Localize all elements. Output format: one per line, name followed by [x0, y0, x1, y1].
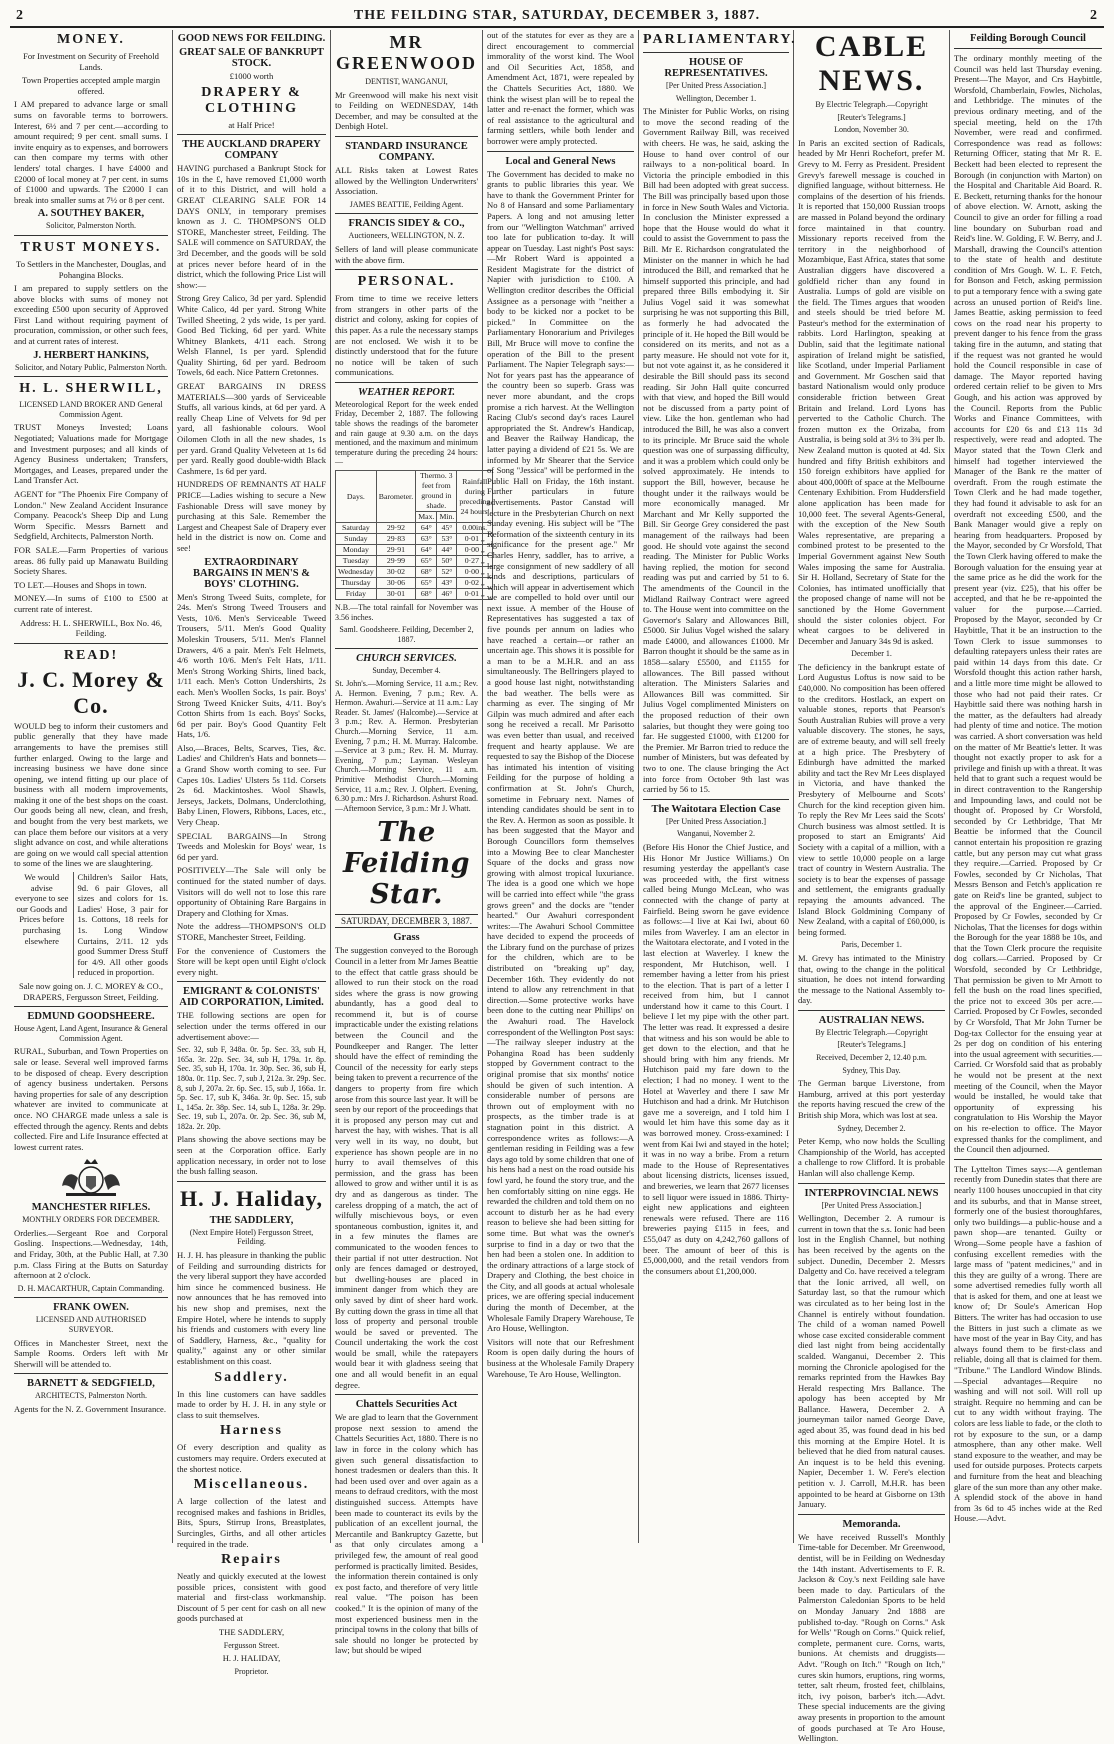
hankins-name: J. HERBERT HANKINS, — [33, 349, 149, 361]
cell-min: 52° — [437, 567, 457, 578]
memoranda-heading: Memoranda. — [842, 1518, 901, 1530]
misc-heading: Miscellaneous. — [193, 1477, 310, 1493]
paris-body: M. Grevy has intimated to the Ministry that, owing to the change in the political situation, he does not intend forwarding the message to the National Assembly to-day. — [798, 952, 945, 1006]
weather-col-rainfall: Rainfall during preceding 24 hours' — [457, 471, 493, 523]
baker-title: Solicitor, Palmerston North. — [46, 221, 136, 231]
divider — [335, 269, 478, 270]
cable-dateline: London, November 30. — [834, 125, 909, 135]
sydney-dateline-1: Sydney, This Day. — [842, 1065, 901, 1075]
chattels-heading: Chattels Securities Act — [355, 1399, 458, 1411]
weather-heading: WEATHER REPORT. — [357, 386, 456, 398]
masthead — [10, 6, 1104, 28]
divider — [335, 382, 478, 383]
greenwood-heading: MR GREENWOOD — [335, 32, 477, 73]
column-5 — [639, 30, 797, 1543]
column-7 — [950, 30, 1106, 1543]
auckland-body: HAVING purchased a Bankrupt Stock for 10s in the £, have removed £1,000 worth of it to this District, and will hold a GREAT CLEARING SALE FOR 14 DAYS ONLY, in temporary premises known as J. C. THOMPSON'S OLD STORE, Manchester street, Feilding. The SALE will commence on SATURDAY, the 3rd December, and the goods will be sold at prices never before heard of in the district, which the following Price List will show:— — [177, 163, 326, 290]
sherwill-money: MONEY.—In sums of £100 to £500 at current rate of interest. — [14, 593, 168, 614]
waitotara-assoc: [Per United Press Association.] — [666, 816, 766, 826]
saddlery-body: In this line customers can have saddles made to order by H. J. H. in any style or class to suit themselves. — [177, 1388, 326, 1420]
cell-max: 68° — [416, 567, 437, 578]
council-body: The ordinary monthly meeting of the Council was held last Thursday evening. Present—The Mayor, and Crs Haybittle, Worsfold, Chamberlain, Fowles, Nicholas, and Lethbridge. The minutes of the previous ordinary meeting, and of the special meeting, held on the 17th November, were read and confirmed. Correspondence was read as follows: Returning Officer, stating that Mr R. E. Beckett had been elected to represent the Borough (in conjunction with Marton) on the Hospital and Charitable Aid Board. R. E. Beckett, returning thanks for the honour of above election. W. Arnott, asking the Council to give an order for filling a road line boundary on Suburban road and Reid's line. W. Golding, F. W. Berry, and J. Marshall, drawing the Council's attention to the state of health and destitute condition of Mrs Gough. W. L. F. Fetch, for Bonson and Fetch, asking permission to put a temporary fence with a swing gate across an unused portion of Reid's line. James Beattie, asking permission to feed cows on the road near his property to prevent danger to his fence from the grass taking fire in the autumn, and stating that if the request was not granted he would hold the Council responsible in case of damage. The Mayor reported having ordered certain relief to be given to Mrs Gough, and his action was approved by the Council. Reports from the Public Works and Finance Committees, with accounts for £20 6s and £13 11s 3d respectively, were read and adopted. The Mayor stated that the Town Clerk and himself had together interviewed the Manager of the Bank re the matter of overdraft. From the rough estimate the Town Clerk and he had made together, they had found it advisable to ask for an overdraft not exceeding £500, and the Bank Manager would give a reply on hearing from headquarters. Proposed by the Mayor, seconded by Cr Worsfold, That the Town Clerk having offered to make the Borough valuation for the ensuing year at the same price as he did the work for the present year (viz. £25), that his offer be accepted, and that he be re-appointed the valuer for the purpose.—Carried. Proposed by the Mayor, seconded by Cr Haybittle, That it be an instruction to the Town Clerk to issue summonses to defaulting ratepayers unless their rates are paid within 14 days from this date. Cr Worsfold thought this action rather harsh, and a little more time might be allowed to those who had not paid their rates. Cr Haybittle said there was nothing harsh in the matter, as the defaulters had already had plenty of time and notice. The motion was carried. A short conversation was held on the matter of Mr Beattie's letter. It was thought not exactly proper to ask for a privilege and finish up with a threat. It was held that to grant such a request would be in direct contravention to the Rangership and Impounding laws, and could not be thought of. Proposed by Cr Worsfold, seconded by Cr Lethbridge, That Mr Beattie be informed that the Council cannot entertain his proposition re grazing cattle, but any person may cut what grass they require.—Carried. Proposed by Cr Fowles, seconded by Cr Nicholas, That Messrs Benson and Fetch's application re gate on Reid's line be granted, subject to the approval of the Engineer.—Carried. Proposed by Cr Fowles, seconded by Cr Nicholas, That the licenses for dogs within the Borough for the year 1888 be 10s, and that the Town Clerk procure the requisite dog collars.—Carried. Proposed by Cr Worsfold, seconded by Cr Lethbridge, That permission be given to Mr Arnott to fell the bush on the road lines specified, the price not to exceed 30s per acre.—Carried. Proposed by Cr Fowles, seconded by Cr Worsfold, That Mr John Turner be Dog-tax Collector for the ensuing year at 2s per dog on condition of his entering into the usual agreement with securities.—Carried. Cr Worsfold said that as probably he would not be present at the next meeting of the Council, when the Mayor would be installed, he would take that opportunity of expressing his congratulation to His Worship the Mayor on his re-election to office. The Mayor expressed thanks for the compliment, and the Council then adjourned. — [954, 53, 1102, 1155]
divider — [643, 799, 789, 800]
column-2 — [173, 30, 331, 1676]
morey-body: WOULD beg to inform their customers and public generally that they have made arrangements to have the premises still further enlarged. Owing to the large and increasing business we have done since opening, we intend fitting up our place of business with all modern improvements, making it one of the best shops on the coast. Our goods being all new, clean, and fresh, and bought from the very best markets, we can place them before our visitors at a very slight advance on cost, and while alterations are going on we would call special attention to some of the lines we are slaughtering. — [14, 720, 168, 869]
cell-day: Saturday — [336, 523, 377, 534]
greenwood-subtitle: DENTIST, WANGANUI, — [365, 77, 448, 86]
divider — [335, 648, 478, 649]
emigrant-heading: EMIGRANT & COLONISTS' AID CORPORATION, Limited. — [179, 986, 324, 1009]
waitotara-dateline: Wanganui, November 2. — [677, 829, 755, 839]
cell-day: Friday — [336, 589, 377, 600]
cell-barometer: 29·83 — [376, 534, 415, 545]
weather-col-min: Min. — [437, 512, 457, 523]
opening-hours: For the convenience of Customers the Store will be kept open until Eight o'clock every night. — [177, 945, 326, 977]
cell-max: 63° — [416, 534, 437, 545]
columns — [10, 30, 1106, 1744]
aus-body-2: Peter Kemp, who now holds the Sculling Championship of the World, has accepted a challenge to row Clifford. It is probable Hanlan will also challenge Kemp. — [798, 1136, 945, 1178]
address-note: Note the address—THOMPSON'S OLD STORE, Manchester Street, Feilding. — [177, 921, 326, 942]
divider — [643, 52, 789, 53]
sherwill-address: Address: H. L. SHERWILL, Box No. 46, Feilding. — [19, 617, 163, 639]
cell-rain: 0.00ins. — [457, 523, 493, 534]
trust-subtitle: To Settlers in the Manchester, Douglas, and Pohangina Blocks. — [16, 258, 166, 280]
baker-name: A. SOUTHEY BAKER, — [37, 208, 145, 220]
emigrant-body: THE following sections are open for selection under the terms offered in our advertisement above:— — [177, 1010, 326, 1042]
local-news-body: The Government has decided to make no grants to public libraries this year. We have to thank the Government Printer for No 8 of Hansard and some Parliamentary Papers. A long and not amusing letter from our "Wellington Watchman" arrived too late for publication to-day. It will appear on Tuesday. Last night's Post says:—Mr Robert Ward is appointed a Resident Magistrate for the district of Napier with jurisdiction to £100. A Wellington creditor describes the Official Assignee as a personage with "neither a body to be kicked nor a pocket to be picked." In Committee on the Parliamentary Honorarium and Privileges Bill, Mr Bruce will move to confine the operation of the Bill to the present Parliament. The Napier Telegraph says:—Not for years past has the appearance of the country been so superb. Grass was never more abundant, and the crops promise a rich harvest. At the Wellington Racing Club's second day's races Laurel appropriated the St. Andrew's Handicap, and Beaver the Railway Handicap, the latter paying a dividend of £21 5s. We are informed by Mr Shearer that the Service of Song "Jessica" will be performed in the Public Hall on Friday, the 16th instant. Further particulars in future advertisements. Pastor Canstad will lecture in the Presbyterian Church on next Sunday evening. His subject will be "The Reformation of the sixteenth century in its significance for the present age." Mr Charles Henry, saddler, has to arrive, a large consignment of new saddlery of all kinds and descriptions, particulars of which will appear in advertisement which we are compelled to hold over until our next issue. A member of the House of Representatives has suggested a tax of five pounds per annum on ladies who have reached a certain—or rather an uncertain age. This shows it is possible for a man to be a M.H.R. and an ass simultaneously. The Bellringers played to a good house last night, notwithstanding the bad weather. The bells were as charming as ever. The singing of Mr Gilpin was much admired and after each song he received a recall. Mr Parisotto was even better than usual, and received frequent and hearty applause. We are requested to say the Bishop of the Diocese has intimated his intention of visiting Feilding for the purpose of holding a confirmation at St. John's Church, sometime in February next. Names of intending candidates should be sent in to the Rev. A. Hermon as soon as possible. It has been suggested that the Mayor and Borough Councillors form themselves into a Mowing Bee to clear Manchester Square of the docks and grass now growing with almost tropical luxuriance. The idea is a good one which we hope will be carried into effect while "the grass grows green" and the docks are "tender hearted." Our Awahuri correspondent writes:—The Awahuri School Committee have decided to expend the proceeds of the Library fund on the purchase of prizes for the children, which are to be distributed on "breaking up" day, December 16th. They evidently do not intend to allow any retrenchment in that direction.—Some protective works have been done to the cutting near Phillips' on the Awahuri road. The Havelock correspondent of the Wellington Post says:—The railway sleeper industry at the Pohangina Road has been suddenly stopped by Government contract to the original promise that six months' notice should be given of such intention. A considerable number of persons are thrown out of employment with no prospects, as the timber trade is at stagnation point in this district. A correspondence writes as follows:—A gentleman residing in Feilding was a few days ago told by some children that one of his hens had a nest on the road outside his fowl yard, he found the story true, and the hen comfortably sitting on nine eggs. He rewarded the children and told them on no account to disturb her as he had every reason to believe she had been sitting for some time. But what was the owner's surprise to find in a day or two that the hen had been a stolen one. In addition to the ordinary attractions of a large stock of Drapery and Clothing, the best choice in the City, and all goods at actual wholesale prices, we are offering special inducement during the month of December, at the Wholesale Family Drapery Warehouse, Te Aro House, Wellington. — [487, 168, 634, 1334]
morey-signature: Sale now going on. J. C. MOREY & CO., DRAPERS, Fergusson Street, Feilding. — [18, 980, 164, 1002]
sydney-dateline-2: Sydney, December 2. — [837, 1123, 906, 1133]
divider — [14, 1297, 168, 1298]
cell-rain: 0·27 ,, — [457, 556, 493, 567]
cell-barometer: 29·99 — [376, 556, 415, 567]
haliday-saddlery: THE SADDLERY, — [209, 1214, 294, 1226]
weather-intro: Meteorological Report for the week ended Friday, December 2, 1887. The following table shows the readings of the barometer and rain gauge at 9.30 a.m. on the days mentioned, and the maximum and minimum temperature during the preceding 24 hours:— — [335, 399, 478, 467]
sherwill-tolet: TO LET.—Houses and Shops in town. — [14, 579, 147, 590]
cell-day: Thursday — [336, 578, 377, 589]
column-6 — [794, 30, 950, 1744]
divider — [14, 643, 168, 644]
cell-day: Monday — [336, 545, 377, 556]
divider — [335, 1394, 478, 1395]
divider — [798, 1183, 945, 1184]
haliday-body: H. J. H. has pleasure in thanking the public of Feilding and surrounding districts for the very liberal support they have accorded him since he commenced business. He now announces that he has removed into his new shop and premises, next the Empire Hotel, where he intends to supply his friends and customers with every line of Saddlery, Harness, &c., "quality for quality," against any or other similar establishment on this coast. — [177, 1250, 326, 1366]
repairs-heading: Repairs — [221, 1552, 282, 1568]
barnett-name: BARNETT & SEDGFIELD, — [27, 1378, 155, 1390]
table-row — [336, 523, 493, 534]
haliday-address: (Next Empire Hotel) Fergusson Street, Feilding. — [189, 1227, 314, 1247]
table-row — [336, 556, 493, 567]
divider — [177, 981, 326, 982]
rifles-body: Orderlies.—Sergeant Roe and Corporal Gosling. Inspections.—Wednesday, 14th, and Friday, 30th, at the Public Hall, at 7.30 p.m. Class Firing at the Butts on Saturday afternoon at 2 o'clock. — [14, 1227, 168, 1281]
page-number-right: 2 — [1090, 8, 1098, 23]
cell-max: 65° — [416, 556, 437, 567]
cell-rain: 0·02 ,, — [457, 578, 493, 589]
cell-day: Sunday — [336, 534, 377, 545]
weather-note: N.B.—The total rainfall for November was 3.56 inches. — [335, 603, 478, 622]
owen-body: Offices in Manchester Street, next the Sample Rooms. Orders left with Mr Sherwill will be attended to. — [14, 1337, 168, 1369]
haliday-sign-4: Proprietor. — [234, 1666, 269, 1676]
morey-heading: J. C. Morey & Co. — [17, 666, 165, 718]
interprovincial-heading: INTERPROVINCIAL NEWS — [804, 1187, 939, 1199]
divider — [954, 1159, 1102, 1160]
column-4 — [483, 30, 639, 1543]
weather-col-max: Max. — [416, 512, 437, 523]
table-row — [336, 534, 493, 545]
morey-offers-right: Children's Sailor Hats, 9d. 6 pair Gloves, all sizes and colors for 1s. Ladies' Hose, 3 pair for 1s. Cottons, 18 reels for 1s. Long Window Curtains, 2/11. 12 yds good Summer Dress Stuff for 4/9. All other goods reduced in proportion. — [73, 872, 168, 978]
paris-dateline: Paris, December 1. — [841, 940, 902, 950]
grass-body: The suggestion conveyed to the Borough Council in a letter from Mr James Beattie to the effect that cattle grass should be allowed to run their stock on the road sides where the grass is now growing abundantly, has a good deal to recommend it, but is of course impracticable under the existing relations between the Council and the Poundkeeper and Ranger. The letter should have the effect of reminding the Council of the necessity for early steps being taken to prevent a recurrence of the dangers to property from fire which arose from this source last year. It will be seen by our report of the proceedings that it is proposed any person may cut and harvest the hay, with wishes. That is all very well in its way, no doubt, but experience has shown people are in no hurry to avail themselves of this permission, and the grass has been allowed to grow and wither until it is as dry and as dangerous as tinder. The careless dropping of a match, the act of wilfully mischievous boys, or even spontaneous combustion, ignites it, and in a few minutes the flames are communicated to the wooden fences to their partial if not utter destruction. Not only are fences damaged or destroyed, but dwelling-houses are placed in imminent danger from which they are only saved by dint of sheer hard work. By cutting down the grass in time all that loss of property and personal trouble would be saved or prevented. The Council undertaking the work the cost would be small, while the ratepayers would bear it with gladness seeing that one and all would benefit in an equal degree. — [335, 945, 478, 1390]
haliday-sign-2: Fergusson Street. — [223, 1640, 280, 1650]
aus-body: The German barque Liverstone, from Hamburg, arrived at this port yesterday the reports having rescued the crew of the British ship Mora, which was lost at sea. — [798, 1078, 945, 1121]
rifles-subtitle: MONTHLY ORDERS FOR DECEMBER. — [22, 1215, 160, 1225]
rifles-signature: D. H. MACARTHUR, Captain Commanding. — [17, 1283, 165, 1293]
table-row — [336, 578, 493, 589]
council-heading: Feilding Borough Council — [970, 33, 1086, 44]
cable-dec1: December 1. — [851, 649, 892, 659]
page-title: THE FEILDING STAR, SATURDAY, DECEMBER 3, 1887. — [353, 8, 761, 23]
divider — [798, 1010, 945, 1011]
barnett-body: Agents for the N. Z. Government Insurance. — [14, 1404, 167, 1414]
cell-rain: 0·00 ,, — [457, 567, 493, 578]
misc-body: A large collection of the latest and recognised makes and fashions in Bridles, Bits, Spurs, Stirrup Irons, Breastplates, Surcingles, Girths, and all other articles required in the trade. — [177, 1496, 326, 1549]
money-heading: MONEY. — [57, 32, 125, 47]
auckland-heading: THE AUCKLAND DRAPERY COMPANY — [182, 139, 321, 162]
saddlery-heading: Saddlery. — [214, 1369, 289, 1385]
column-3 — [331, 30, 491, 1656]
church-date: Sunday, December 4. — [372, 666, 441, 676]
standard-heading: STANDARD INSURANCE COMPANY. — [345, 140, 468, 163]
cell-max: 64° — [416, 523, 437, 534]
repairs-body: Neatly and quickly executed at the lowest possible prices, consistent with good material and first-class workmanship. Discount of 5 per cent for cash on all new goods purchased at — [177, 1571, 326, 1624]
cable-body-2: The deficiency in the bankrupt estate of Lord Augustus Loftus is now said to be £40,000. No composition has been offered to the creditors. Hostlack, an expert on valuable stones, reports that Pearson's South Australian Rubies will prove a very valuable discovery. The stones, he says, are of extreme beauty, and will sell freely at a high price. The Presbytery of Edinburgh have admitted the marked ability and tact the Rev Mr Lees displayed in Victoria, and have thanked the Presbytery of Melbourne and Scots' Church for the kind reception given him. To reply the Rev Mr Lees said the Scots' Church business was almost settled. It is proposed to start an Emigrants' Aid Society with a capital of a million, with a view to settle 10,000 people on a large tract of country in Western Australia. The society is to bear the expenses of passage and settlement, the emigrants gradually repaying the amounts advanced. The Island Block Goldmining Company of New Zealand, with a capital of £60,000, is being formed. — [798, 661, 945, 937]
divider — [14, 1006, 168, 1007]
te-aro-note: Visitors will note that our Refreshment Room is open daily during the hours of business at the Wholesale Family Drapery Warehouse, Te Aro House, Wellington. — [487, 1336, 634, 1379]
haliday-sign-1: THE SADDLERY, — [218, 1627, 285, 1638]
barnett-title: ARCHITECTS, Palmerston North. — [35, 1391, 147, 1401]
waitotara-heading: The Waitotara Election Case — [651, 803, 781, 815]
divider — [177, 1181, 326, 1182]
sherwill-forsale: FOR SALE.—Farm Properties of various areas. 86 fully paid up Manawatu Building Society Shares. — [14, 544, 168, 577]
goodsheere-title: House Agent, Land Agent, Insurance & General Commission Agent. — [14, 1024, 168, 1043]
parl-dateline: Wellington, December 1. — [675, 93, 757, 103]
special-bargains: SPECIAL BARGAINS—In Strong Tweeds and Moleskin for Boys' wear, 1s 6d per yard. — [177, 830, 326, 862]
chattels-body: We are glad to learn that the Government propose next session to amend the Chattels Securities Act, 1880. There is no law in force in the colony which has given such general dissatisfaction to honest tradesmen or dealers than this. It had been used over and over again as a means to defraud creditors, with the most distinguished success. Attempts have been made to counteract its evils by the publication of an excellent journal, the Mercantile and Bankruptcy Gazette, but as that only circulates among a privileged few, the amount of real good performed is practically limited. Besides, the information therein contained is only ex post facto, and therefore of very little real value. "The poison has been cooked." It is the opinion of many of the most experienced business men in the principal towns in the colony that bills of sale should no longer be protected by law; but should be wiped — [335, 1412, 478, 1656]
owen-title: LICENSED AND AUTHORISED SURVEYOR. — [35, 1315, 147, 1335]
price-list: Strong Grey Calico, 3d per yard. Splendid White Calico, 4d per yard. Strong White Twilled Sheeting, 2 yds wide, 1s per yard. Good Bed Ticking, 6d per yard. White Whitney Blankets, 4/11 each. Strong Welsh Flannel, 1s per yard. Splendid Quality Shirting, 6d per yard. Bedroom Towels, 6d each. Nice Pattern Cretonnes. — [177, 293, 326, 378]
weather-signature: Saml. Goodsheere. Feilding, December 2, 1887. — [339, 625, 474, 644]
parl-body: The Minister for Public Works, on rising to move the second reading of the Government Railway Bill, was received with cheers. He was, he said, asking the House to hand over control of our railways to a non-political board. In Victoria the principle embodied in this Bill had been adopted with great success. The Bill was principally based upon those in force in New South Wales and Victoria. In conclusion the Minister expressed a hope that the House would do what it could to assist the Government to pass the Bill. Mr E. Richardson congratulated the Minister on the manner in which he had introduced the Bill, and remarked that he himself supported this principle, and had prepared three Bills embodying it. Sir Julius Vogel said it was somewhat surprising he was not supporting this Bill, as formerly he had advocated the principle of it. He hoped the Bill would be considered on its merits, and not as a party measure. He should not vote for it, but not vote against it, as he considered it desirable the Bill should pass its second reading. Sir John Hall quite concurred with that view, and hoped the Bill would not be discussed from a party point of view. Like the hon. gentleman who had introduced the Bill, he was also a convert to its principle. Mr Bruce said the whole question was one of surpassing difficulty, and it was a problem which could only be solved approximately. He intends to support the Bill, however, because he thought under it the railways would be more economically managed. Mr Marchant and Mr Kelly supported the Bill. Sir George Grey considered the past management of the railways had been good. He should vote against the second reading. The Minister for Public Works having replied, the motion for second reading was put and carried by 51 to 6. The amendments of the Council in the Midland Railway Contract were agreed to. The House went into committee on the Governor's Salary and Allowances Bill, £5000. Sir Julius Vogel wished the salary made £4000, and allowances £1000. Mr Barron thought it should be the same as in 1858—salary £5500, and £1155 for allowances. The Bill passed without alteration. The Ministers Salaries and Allowances Bill was committed. Sir Julius Vogel complimented Ministers on the proposed reduction of their own salaries, but thought they were going too far. He suggested £1000, with £1200 for the Premier. Mr Barron tried to reduce the number of Ministers, but was defeated by two to one. The clause bringing the Act into force from October 9th last was carried by 56 to 15. — [643, 106, 789, 795]
memoranda-body: We have received Russell's Monthly Time-table for December. Mr Greenwood, dentist, will be in Feilding on Wednesday the 14th instant. Advertisements to F. R. Jackson & Coy.'s next Feilding sale have been made to day. Particulars of the Palmerston Caledonian Sports to be held on Monday January 2nd 1888 are published to-day. "Rough on Corns." Ask for Wells' "Rough on Corns." Quick relief, complete, permanent cure. Corns, warts, bunions. At chemists and druggists—Advt. "Rough on Itch." "Rough on Itch," cures skin humors, eruptions, ring worms, tetter, salt rheum, frosted feet, chilblains, itch, ivy poison, barber's itch.—Advt. These special inducements are the giving away presents in proportion to the amount of goods purchased at Te Aro House, Wellington. — [798, 1531, 945, 1744]
cell-max: 65° — [416, 578, 437, 589]
cell-max: 64° — [416, 545, 437, 556]
haliday-sign-3: H. J. HALIDAY, — [222, 1653, 281, 1664]
grass-heading: Grass — [393, 932, 420, 944]
also-list: Also,—Braces, Belts, Scarves, Ties, &c. Ladies' and Children's Hats and bonnets—a Grand Show worth coming to see. Fur Capes 10s. Ladies' Ulsters 5s 11d. Corsets 2s 6d. Mackintoshes. Wool Shawls, Jerseys, Jackets, Dolmans, Underclothing, Baby Linen, Flowers, Ribbons, Laces, etc., Very Cheap. — [177, 742, 326, 828]
sherwill-body: TRUST Moneys Invested; Loans Negotiated; Valuations made for Mortgage and Investment purposes; and all kinds of Agency Business undertaken; Transfers, Mortgages, and Leases, prepared under the Land Transfer Act. — [14, 422, 168, 486]
dress-materials: GREAT BARGAINS IN DRESS MATERIALS—300 yards of Serviceable Stuffs, all various kinds, at 6d per yard. A really Cheap Line of Velvets for 9d per yard, all fashionable colours. Wool Oilomen Cloth in all the new shades, 1s per yard. Grand Quality Velveteen at 1s 6d per yard. Really good double-width Black Cashmere, 1s 6d per yard. — [177, 381, 326, 476]
owen-name: FRANK OWEN. — [53, 1302, 129, 1314]
standard-body: ALL Risks taken at Lowest Rates allowed by the Wellington Underwriters' Association. — [335, 164, 478, 197]
cell-min: 44° — [437, 545, 457, 556]
standard-agent: JAMES BEATTIE, Feilding Agent. — [349, 199, 464, 209]
sherwill-title: LICENSED LAND BROKER AND General Commission Agent. — [19, 400, 163, 419]
great-sale-heading: GREAT SALE OF BANKRUPT STOCK. — [179, 47, 324, 69]
drapery-amount: £1000 worth — [229, 71, 274, 81]
table-row — [336, 567, 493, 578]
divider — [335, 213, 478, 214]
cell-rain: 0·01 ,, — [457, 589, 493, 600]
table-row — [336, 589, 493, 600]
extraordinary-heading: EXTRAORDINARY BARGAINS IN MEN'S & BOYS' CLOTHING. — [193, 556, 310, 590]
weather-table — [335, 470, 493, 600]
divider — [954, 48, 1102, 49]
cable-assoc: [Reuter's Telegrams.] — [837, 112, 906, 122]
church-heading: CHURCH SERVICES. — [356, 653, 457, 665]
divider — [798, 1514, 945, 1515]
clothing-list: Men's Strong Tweed Suits, complete, for 24s. Men's Strong Tweed Trousers and Vests, 10/6. Men's Serviceable Tweed Trousers, 5/11. Men's Good Quality Moleskin Trousers, 5/11. Men's Flannel Drawers, 4/6 a pair. Men's Felt Helmets, 4/6 worth 10/6. Men's Felt Hats, 1/11. Men's Strong Working Shirts, lined back, 1/11 each. Men's Cotton Undershirts, 2s each. Men's Woollen Socks, 1s pair. Boys' Strong Tweed Knicker Suits, 4/11. Boy's Cotton Shirts from 1s each. Boys' Socks, 6d per pair. Boy's Good Quantity Felt Hats, 1/6. — [177, 591, 326, 740]
local-news-heading: Local and General News — [505, 155, 616, 167]
personal-heading: PERSONAL. — [357, 274, 456, 290]
cell-min: 53° — [437, 534, 457, 545]
issue-date: SATURDAY, DECEMBER 3, 1887. — [335, 914, 478, 928]
hankins-title: Solicitor, and Notary Public, Palmerston North. — [14, 362, 168, 372]
parl-assoc: [Per United Press Association.] — [666, 81, 766, 90]
cell-min: 50° — [437, 556, 457, 567]
aus-assoc: [Reuter's Telegrams.] — [837, 1040, 906, 1050]
cell-barometer: 29·91 — [376, 545, 415, 556]
inter-body: Wellington, December 2. A rumour is current in town that the s.s. Ionic had been lost in the English Channel, but nothing has been received by the agents on the subject. Dunedin, December 2. Messrs Dalgetty and Co. have received a telegram that the Ionic arrived, all well, on Saturday last, so that the rumour which was circulated as to her being lost in the Channel is entirely without foundation. The child of a woman named Powell whose case excited considerable comment died last night from being accidentally scalded. Wanganui, December 2. This morning the Chronicle apologised for the remarks reprinted from the Hawkes Bay Herald respecting Mrs Ballance. The apology has been accepted by Mr Ballance. Hawera, December 2. A journeyman tailor named George Dave, aged about 35, was found dead in his bed this morning at the Empire Hotel. It is believed that he died from natural causes. An inquest is to be held this evening. Napier, December 1. W. Fere's election petition v. J. Carroll, M.H.R. has been appointed to be heard at Gisborne on 13th January. — [798, 1213, 945, 1510]
weather-col-thermo: Thermo. 3 feet from ground in shade. — [416, 471, 457, 512]
cell-barometer: 30·02 — [376, 567, 415, 578]
divider — [14, 1373, 168, 1374]
rural-body: RURAL, Suburban, and Town Properties on sale or lease. Several well improved farms to be disposed of cheap. Every description of agency business undertaken. Persons having properties for sale of any description whatever are invited to communicate at once. NO CHARGE made unless a sale is effected through the agency. Rents and debts collected. Fire and Life Insurance effected at lowest current rates. — [14, 1046, 168, 1152]
aus-received: Received, December 2, 12.40 p.m. — [816, 1053, 927, 1063]
personal-body: From time to time we receive letters from strangers in other parts of the district and colony, asking for copies of this paper. As a rule the necessary stamps are not enclosed. We wish it to be distinctly understood that for the future no notice will be taken of such communications. — [335, 293, 478, 378]
cable-body: In Paris an excited section of Radicals, headed by Mr Henri Rochefort, prefer M. Grevy to M. Ferry as President. President Grevy's farewell message is couched in dignified language, without bitterness. He complains of the desertion of his friends. It is reported that 150,000 Russian troops are massed in Poland beyond the ordinary force maintained in that country. Missionary reports received from the territory in the neighborhood of Mozambique, East Africa, states that some Australian diggers have discovered a goldfield richer than any found in Australia. Lumps of gold are visible on the field. The Times argues that wooden and steels should be tried before M. Pasteur's method for the extermination of rabbits. Lord Harlington, speaking at Dublin, said that the legitimate national aspiration of Ireland might be satisfied, like Scotland, under Imperial Parliament and Government. Mr Goschen said that bastard Nationalism would only produce considerable friction between Great Britain and Ireland. Lord Lyons has perverted to the Catholic Church. The frozen mutton ex the Orizaba, from Australia, is being sold at 3½ to 3¾ per lb. New Zealand mutton is quoted at 4d. Six hundred and fifty British exhibitors and 150 foreign exhibitors have applied for about 400,000ft of space at the Melbourne Centenary Exhibition. From Huddersfield alone application has been made for 10,000 feet. The several Agents-General, with the exception of the New South Wales representative, are preparing a combined protest to be presented to the Imperial Government against New South Wales imposing the same for Australia. Sir H. Holland, Secretary of State for the Colonies, has intimated unofficially that the proposed change of name will not be sanctioned by the Home Government should the sister colonies object. For wheat cargoes to be delivered in December and January 34s 9d is asked. — [798, 137, 945, 646]
morey-offers-left: We would advise everyone to see our Goods and Prices before purchasing elsewhere — [15, 872, 69, 946]
inter-assoc: [Per United Press Association.] — [821, 1200, 922, 1210]
read-heading: READ! — [63, 647, 119, 663]
aus-subtitle: By Electric Telegraph.—Copyright — [815, 1027, 928, 1037]
money-body: I AM prepared to advance large or small sums on favorable terms to borrowers. Interest, 6½ and 7 per cent.—according to amount required; 9 per cent. small sums. I invite enquiry as to expenses, and borrowers can then compare my terms with other lenders' total charges. I have £4000 and £2000 of local money at 7 per cent. in sums of £1000 and upwards. The £2000 I can break into smaller sums at 7½ or 8 per cent. — [14, 99, 168, 205]
parliamentary-heading: PARLIAMENTARY. — [643, 32, 797, 47]
cell-rain: 0·01 ,, — [457, 534, 493, 545]
money-terms: Town Properties accepted ample margin offered. — [21, 75, 161, 96]
house-heading: HOUSE OF REPRESENTATIVES. — [664, 57, 768, 79]
sidey-heading: FRANCIS SIDEY & CO., — [348, 218, 465, 230]
harness-heading: Harness — [220, 1423, 283, 1439]
table-row — [336, 545, 493, 556]
positively: POSITIVELY—The Sale will only be continued for the stated number of days. Visitors will do well not to lose this rare opportunity of Obtaining Rare Bargains in Drapery and Clothing for Xmas. — [177, 865, 326, 918]
trust-heading: TRUST MONEYS. — [20, 239, 162, 255]
waitotara-body: (Before His Honor the Chief Justice, and His Honor Mr Justice Williams.) On resuming yesterday the appellant's case was proceeded with, the first witness called being Mungo McLean, who was connected with the change of party at Fairfield. Being sworn he gave evidence as follows:—I live at Kai Iwi, about 60 miles from Waverley. I am an elector in the Waitotara electorate, and I voted in the last election at Waverley. I knew the respondent, Mr Hutchison, well. I remember having a letter from his priest to the election. That is part of a letter I received from him, but I cannot understand how it came to this Court. I believe I let my pipe with the other part. The letter was read. It expressed a desire that witness and his son would be able to get down to the election, and that he should bring with him any friends. Mr Hutchison paid my fare down to the election; I had no money. I went to the Hotel at Waverley and there I saw Mr Hutchison and had a drink. Mr Hutchison gave me a sovereign, and I told him I would let him have this some day as it was borrowed money. Cross-examined: I went from Kai Iwi and stayed in the hotel; it was in no way a bribe. From a return made to the House of Representatives about licensing districts, licenses issued, and breweries, we learn that 2677 licenses to sell liquor were issued in 1886. Thirty-eight new applications and eighteen renewals were refused. There are 116 breweries paying £115 in fees, and £55,047 as duty on 4,242,760 gallons of beer. The amount of beer of this is £5,000,000, and the retail vendors from the consumers about £1,200,000. — [643, 841, 789, 1276]
good-news-heading: GOOD NEWS FOR FEILDING. — [177, 33, 326, 44]
trust-body: I am prepared to supply settlers on the above blocks with sums of money not exceeding £500 upon security of Approved First Land without requiring payment of procuration, commission, or other such fees, and at current rates of interest. — [14, 283, 168, 347]
sidey-subtitle: Auctioneers, WELLINGTON, N. Z. — [348, 231, 465, 241]
divider — [335, 136, 478, 137]
plans-note: Plans showing the above sections may be seen at the Corporation office. Early application necessary, in order not to lose the bush falling season. — [177, 1134, 326, 1177]
drapery-heading: DRAPERY & CLOTHING — [201, 84, 302, 116]
cable-subtitle: By Electric Telegraph.—Copyright — [815, 100, 928, 109]
cell-min: 46° — [437, 589, 457, 600]
morey-offers — [14, 872, 168, 981]
haliday-heading: H. J. Haliday, — [180, 1185, 323, 1211]
weather-header-row — [336, 471, 493, 512]
cell-min: 45° — [437, 523, 457, 534]
cell-day: Wednesday — [336, 567, 377, 578]
cell-min: 43° — [437, 578, 457, 589]
rifles-heading: MANCHESTER RIFLES. — [31, 1202, 151, 1214]
page-number-left: 2 — [16, 8, 24, 23]
cell-barometer: 30·06 — [376, 578, 415, 589]
column-1 — [10, 30, 173, 1543]
newspaper-nameplate: The Feilding Star. — [342, 817, 471, 911]
goodsheere-name: EDMUND GOODSHEERE. — [27, 1011, 155, 1023]
divider — [487, 151, 634, 152]
church-body: St. John's.—Morning Service, 11 a.m.; Rev. A. Hermon. Evening, 7 p.m.; Rev. A. Hermon. Awahuri.—Service at 11 a.m.: Lay Reader. St. James' (Halcombe).—Service at 3 p.m.; Rev. A. Hermon. Presbyterian Church.—Morning Service, 11 a.m. Evening, 7 p.m.; H. M. Murray. Halcombe.—Service at 3 p.m.; Rev. H. M. Murray. Evening, 7 p.m.; Layman. Wesleyan Church.—Morning Service, 11 a.m. Primitive Methodist Church.—Morning Service, 11 a.m.; Rev. J. Olphert. Evening, 6.30 p.m.: Mrs J. Richardson. Ashurst Road.—Afternoon Service, 3 p.m.: Mr J. Whatt. — [335, 679, 478, 813]
sherwill-name: H. L. SHERWILL, — [19, 381, 163, 397]
cell-barometer: 29·92 — [376, 523, 415, 534]
cell-barometer: 30·01 — [376, 589, 415, 600]
australian-heading: AUSTRALIAN NEWS. — [818, 1014, 925, 1026]
divider — [177, 134, 326, 135]
harness-body: Of every description and quality as customers may require. Orders executed at the shortest notice. — [177, 1442, 326, 1474]
sherwill-agent: AGENT for "The Phoenix Fire Company of London." New Zealand Accident Insurance Company. Peacock's Sheep Dip and Lung Worm Specific. Messrs Barnett and Sedgfield, Architects, Palmerston North. — [14, 489, 168, 542]
royal-crest-icon — [56, 1156, 126, 1198]
weather-col-days: Days. — [336, 471, 377, 523]
divider — [14, 235, 168, 236]
greenwood-body: Mr Greenwood will make his next visit to Feilding on WEDNESDAY, 14th December, and may be consulted at the Denbigh Hotel. — [335, 89, 478, 132]
drapery-subtitle: at Half Price! — [228, 119, 275, 130]
sidey-body: Sellers of land will please communicate with the above firm. — [335, 243, 478, 265]
remnants: HUNDREDS OF REMNANTS AT HALF PRICE—Ladies wishing to secure a New Fashionable Dress will save money by purchasing at this Sale. Remember the Largest and Cheapest Sale of Drapery ever held in the district is now on. Come and see! — [177, 479, 326, 553]
cable-heading: CABLE NEWS. — [814, 30, 929, 97]
sections-list: Sec. 32, sub F, 348a. 0r. 5p. Sec. 33, sub H, 165a. 3r. 22p. Sec. 34, sub H, 179a. 1r. 8p. Sec. 35, sub H, 170a. 1r. 30p. Sec. 36, sub H, 180a. 0r. 11p. Sec. 7, sub J, 212a. 3r. 29p. Sec. 8, sub J, 207a. 2r. 6p. Sec. 15, sub J, 166a. 1r. 5p. Sec. 17, sub K, 346a. 3r. 0p. Sec. 15, sub L, 145a. 2r. 38p. Sec. 14, sub L, 128a. 3r. 29p. Sec. 19, sub L, 207a. 0r. 2p. Sec. 36, sub M, 182a. 2r. 20p. — [177, 1045, 326, 1131]
tail-body: The Lyttelton Times says:—A gentleman recently from Dunedin states that there are nearly 1100 houses unoccupied in that city and its suburbs, and that in Manse street, formerly one of the busiest thoroughfares, only two buildings—a public-house and a pawn shop—are tenanted. Guilty or Wrong—Some people have a fashion of confusing excellent remedies with the large mass of "patent medicines," and in this they are guilty of a wrong. There are some advertised remedies fully worth all that is asked for them, and one at least we know of; Dr Soule's American Hop Bitters. The writer has had occasion to use the Bitters in just such a climate as we have most of the year in Bay City, and has always found them to be first-class and reliable, doing all that is claimed for them. "Tribune." The Landlord Window Blinds.—Special advantages—Require no washing and will not soil. Will roll up straight. Require no hemming and can be cut to any width without fraying. The colors are less liable to fade, or the cloth to rot by exposure to the sun, or a damp atmosphere, than any other make. Well stand exposure to the weather, and may be used for outside purposes. Protects carpets and furniture from the heat and bleaching glare of the sun more than any other make. A splendid stock of the above in hand from 3s 6d to 45 inches wide at the Red House.—Advt. — [954, 1163, 1102, 1524]
weather-col-barometer: Barometer. — [376, 471, 415, 523]
money-subtitle: For Investment on Security of Freehold Lands. — [23, 51, 159, 72]
cell-rain: 0·00 ,, — [457, 545, 493, 556]
chattels-continued: out of the statutes for ever as they are a direct encouragement to commercial immorality of the worst kind. The Wool and Oil Securities Act, 1858, and Amendment Act, 1871, were repealed by the Chattels Securities Act, 1880. We think the wisest plan will be to repeal the latter and re-enact the former, which was of real assistance to the agricultural and farming settlers, while both lender and borrower were amply protected. — [487, 30, 634, 146]
cell-max: 68° — [416, 589, 437, 600]
divider — [14, 376, 168, 377]
cell-day: Tuesday — [336, 556, 377, 567]
